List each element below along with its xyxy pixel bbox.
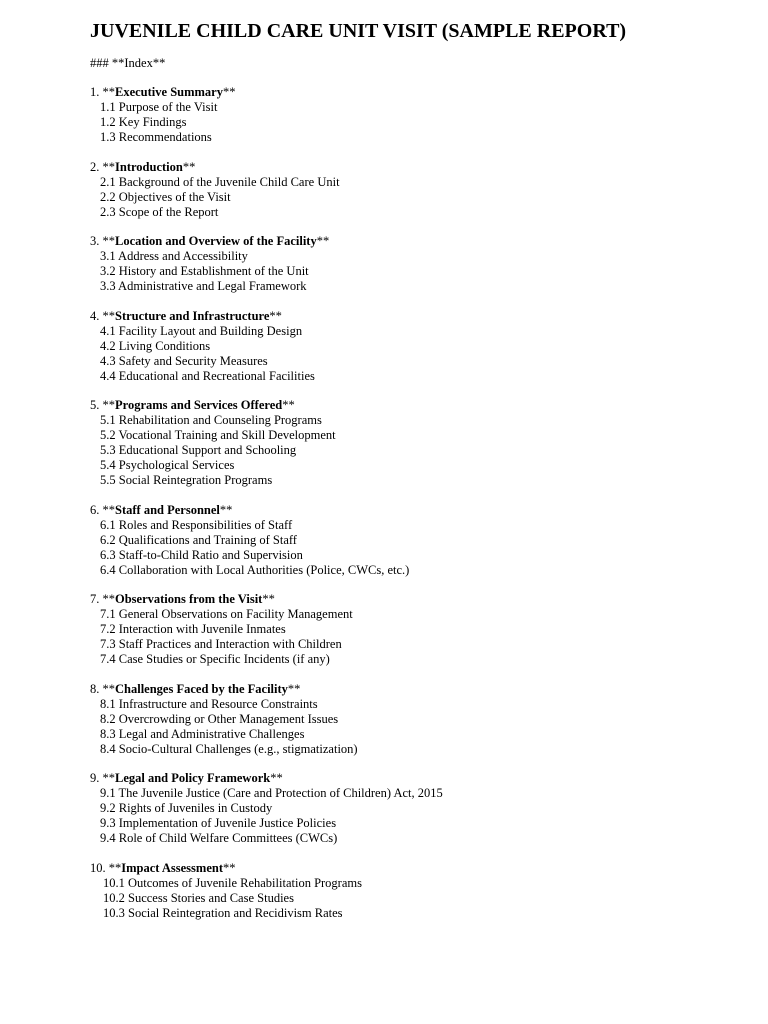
section-title: Challenges Faced by the Facility (115, 681, 288, 696)
toc-section (90, 861, 750, 921)
markdown-bold-marker: ** (269, 308, 282, 323)
toc-subsection: 4.3 Safety and Security Measures (100, 353, 268, 368)
toc-subsection: 5.3 Educational Support and Schooling (100, 443, 297, 457)
section-title: Programs and Services Offered (115, 398, 283, 412)
toc-subsection: 5.4 Psychological Services (100, 458, 235, 472)
toc-section (90, 160, 750, 220)
section-title: Location and Overview of the Facility (115, 234, 317, 248)
toc-section (90, 503, 750, 578)
table-of-contents (90, 85, 750, 921)
toc-subsection: 7.4 Case Studies or Specific Incidents (if any) (100, 652, 330, 666)
document-title: JUVENILE CHILD CARE UNIT VISIT (SAMPLE REPORT) (90, 20, 627, 42)
section-title: Introduction (115, 159, 183, 174)
section-number: 10. (90, 860, 106, 875)
toc-subsection: 1.2 Key Findings (100, 115, 187, 129)
section-number: 5. (90, 398, 100, 412)
toc-section-heading (90, 682, 750, 697)
section-number: 4. (90, 308, 100, 323)
section-number: 3. (90, 234, 100, 248)
toc-section (90, 592, 750, 667)
toc-subsection: 4.2 Living Conditions (100, 338, 211, 353)
section-number: 7. (90, 592, 100, 606)
toc-section-heading (90, 398, 750, 413)
markdown-bold-marker: ** (182, 159, 196, 174)
toc-section-heading (90, 160, 750, 175)
toc-subsection: 9.1 The Juvenile Justice (Care and Protection of Children) Act, 2015 (100, 786, 443, 800)
toc-subsection: 2.3 Scope of the Report (100, 204, 219, 219)
toc-subsection: 4.4 Educational and Recreational Facilities (100, 368, 315, 383)
toc-section-heading (90, 861, 750, 876)
markdown-bold-marker: ** (99, 398, 115, 412)
section-title: Staff and Personnel (115, 502, 220, 517)
toc-subsection: 8.4 Socio-Cultural Challenges (e.g., stigmatization) (100, 741, 358, 756)
markdown-bold-marker: ** (262, 592, 275, 606)
toc-subsection: 10.1 Outcomes of Juvenile Rehabilitation Programs (103, 875, 362, 890)
toc-section-heading (90, 85, 750, 100)
markdown-bold-marker: ** (222, 860, 236, 875)
markdown-bold-marker: ** (287, 681, 301, 696)
toc-subsection: 3.3 Administrative and Legal Framework (100, 279, 307, 293)
toc-subsection: 5.5 Social Reintegration Programs (100, 473, 273, 487)
toc-subsection: 6.3 Staff-to-Child Ratio and Supervision (100, 547, 303, 562)
toc-section (90, 234, 750, 294)
toc-subsection: 4.1 Facility Layout and Building Design (100, 323, 303, 338)
markdown-bold-marker: ** (282, 398, 295, 412)
section-title: Legal and Policy Framework (115, 771, 271, 785)
section-number: 8. (90, 681, 100, 696)
section-title: Structure and Infrastructure (115, 308, 270, 323)
section-number: 2. (90, 159, 100, 174)
section-number: 1. (90, 85, 100, 99)
toc-subsection: 7.1 General Observations on Facility Management (100, 607, 353, 621)
markdown-bold-marker: ** (105, 860, 122, 875)
toc-subsection: 9.2 Rights of Juveniles in Custody (100, 801, 273, 815)
section-title: Impact Assessment (121, 860, 223, 875)
toc-subsection: 9.4 Role of Child Welfare Committees (CWCs) (100, 831, 338, 845)
toc-subsection: 8.1 Infrastructure and Resource Constraints (100, 696, 318, 711)
toc-subsection: 2.1 Background of the Juvenile Child Care Unit (100, 174, 340, 189)
markdown-bold-marker: ** (99, 592, 115, 606)
toc-subsection: 9.3 Implementation of Juvenile Justice Policies (100, 816, 337, 830)
toc-subsection: 1.3 Recommendations (100, 130, 212, 144)
toc-section (90, 85, 750, 145)
toc-subsection: 1.1 Purpose of the Visit (100, 100, 218, 114)
toc-section-heading (90, 309, 750, 324)
toc-subsection: 7.3 Staff Practices and Interaction with Children (100, 637, 342, 651)
section-title: Observations from the Visit (115, 592, 263, 606)
toc-subsection: 5.2 Vocational Training and Skill Development (100, 428, 336, 442)
toc-subsection: 6.2 Qualifications and Training of Staff (100, 532, 297, 547)
markdown-bold-marker: ** (99, 502, 115, 517)
toc-section (90, 398, 750, 488)
markdown-bold-marker: ** (316, 234, 330, 248)
markdown-bold-marker: ** (99, 308, 115, 323)
toc-subsection: 5.1 Rehabilitation and Counseling Programs (100, 413, 322, 427)
toc-section-heading (90, 771, 750, 786)
toc-subsection: 2.2 Objectives of the Visit (100, 189, 231, 204)
toc-section-heading (90, 503, 750, 518)
toc-section (90, 309, 750, 384)
markdown-bold-marker: ** (99, 681, 115, 696)
index-heading: ### **Index** (90, 56, 166, 70)
toc-subsection: 10.3 Social Reintegration and Recidivism Rates (103, 905, 343, 920)
document-page (90, 18, 750, 935)
markdown-bold-marker: ** (270, 771, 283, 785)
markdown-bold-marker: ** (99, 159, 115, 174)
toc-section (90, 771, 750, 846)
toc-subsection: 8.2 Overcrowding or Other Management Issues (100, 711, 339, 726)
toc-section-heading (90, 592, 750, 607)
toc-subsection: 6.4 Collaboration with Local Authorities (Police, CWCs, etc.) (100, 562, 410, 577)
toc-section-heading (90, 234, 750, 249)
toc-section (90, 682, 750, 757)
toc-subsection: 8.3 Legal and Administrative Challenges (100, 726, 305, 741)
markdown-bold-marker: ** (219, 502, 233, 517)
toc-subsection: 6.1 Roles and Responsibilities of Staff (100, 517, 293, 532)
toc-subsection: 7.2 Interaction with Juvenile Inmates (100, 622, 286, 636)
toc-subsection: 10.2 Success Stories and Case Studies (103, 890, 294, 905)
markdown-bold-marker: ** (222, 85, 236, 99)
markdown-bold-marker: ** (99, 85, 115, 99)
markdown-bold-marker: ** (99, 234, 115, 248)
section-title: Executive Summary (115, 85, 223, 99)
toc-subsection: 3.1 Address and Accessibility (100, 249, 248, 263)
toc-subsection: 3.2 History and Establishment of the Unit (100, 264, 309, 278)
section-number: 9. (90, 771, 100, 785)
section-number: 6. (90, 502, 100, 517)
markdown-bold-marker: ** (99, 771, 115, 785)
